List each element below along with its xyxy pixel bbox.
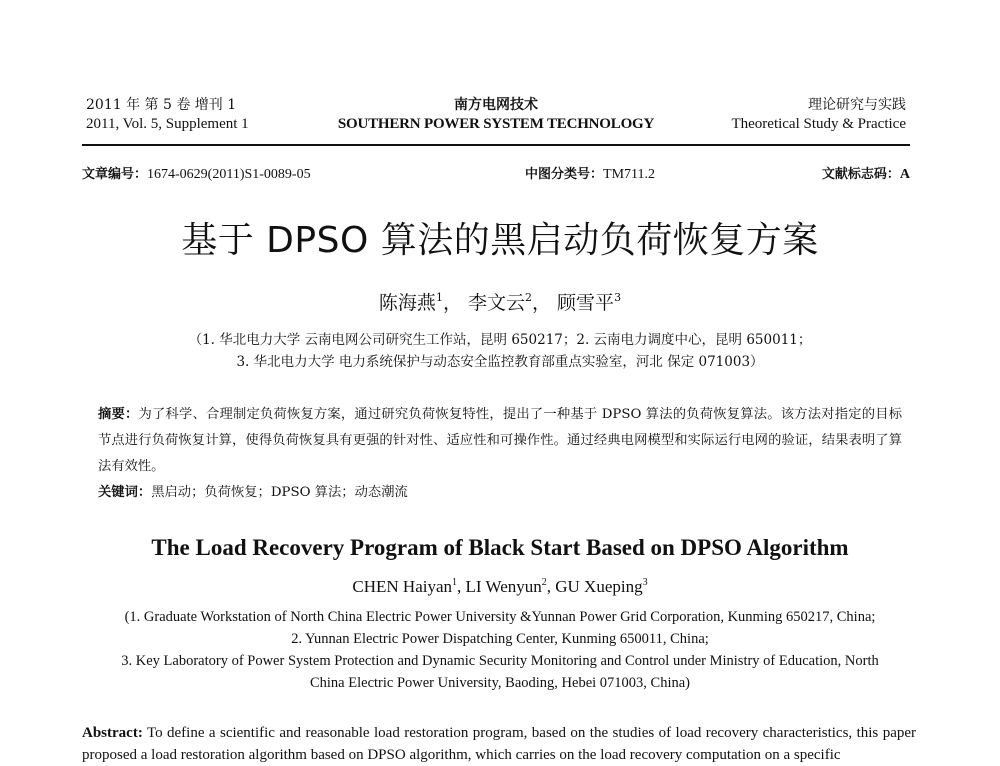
keywords-cn-label: 关键词： xyxy=(98,485,152,500)
paper-title-cn: 基于 DPSO 算法的黑启动负荷恢复方案 xyxy=(181,220,819,261)
author-cn: 顾雪平 xyxy=(557,292,615,314)
affiliation-en-line: (1. Graduate Workstation of North China Electric Power University &Yunnan Power Grid Corporation, Kunming 650217, China; xyxy=(124,609,876,625)
author-sup: 3 xyxy=(642,577,648,588)
classification-label: 中图分类号： xyxy=(525,167,604,182)
classification-value: TM711.2 xyxy=(603,167,655,182)
author-en: LI Wenyun xyxy=(465,577,542,596)
abstract-en-label: Abstract: xyxy=(82,725,143,741)
header-journal-cn: 南方电网技术 xyxy=(454,97,538,113)
author-sup: 2 xyxy=(541,577,547,588)
article-number-value: 1674-0629(2011)S1-0089-05 xyxy=(147,167,311,182)
document-code-value: A xyxy=(899,167,910,182)
journal-header xyxy=(86,94,906,138)
abstract-en-text: To define a scientific and reasonable load restoration program, based on the studies of load recovery characteristics, this paper proposed a load restoration algorithm based on DPSO algorithm, which carries on the load recovery computation on a specific xyxy=(82,725,916,763)
author-en: GU Xueping xyxy=(555,577,643,596)
author-sup: 3 xyxy=(614,291,622,304)
document-code xyxy=(822,163,910,183)
classification-number xyxy=(525,163,655,183)
author-sup: 1 xyxy=(452,577,458,588)
authors-en: CHEN Haiyan$^1$, LI Wenyun$^2$, GU Xueping$^3$ xyxy=(352,577,648,596)
header-section-cn: 理论研究与实践 xyxy=(808,97,906,113)
abstract-cn-block xyxy=(98,402,902,506)
header-rule xyxy=(82,144,910,146)
affiliation-en-line: 2. Yunnan Electric Power Dispatching Center, Kunming 650011, China; xyxy=(291,631,709,647)
header-row-en xyxy=(86,116,906,138)
abstract-cn-text: 为了科学、合理制定负荷恢复方案，通过研究负荷恢复特性，提出了一种基于 DPSO 算法的负荷恢复算法。该方法对指定的目标节点进行负荷恢复计算，使得负荷恢复具有更强的针对性、适应性和可操作性。通过经典电网模型和实际运行电网的验证，结果表明了算法有效性。 xyxy=(98,407,903,474)
keywords-cn xyxy=(98,480,902,506)
author-cn: 陈海燕 xyxy=(378,292,436,314)
abstract-cn xyxy=(98,402,902,480)
paper-title-en: The Load Recovery Program of Black Start Based on DPSO Algorithm xyxy=(151,535,849,560)
author-cn: 李文云 xyxy=(467,292,525,314)
abstract-cn-label: 摘要： xyxy=(98,407,139,422)
affiliation-en xyxy=(80,606,920,694)
header-volume-cn: 2011 年 第 5 卷 增刊 1 xyxy=(86,97,237,113)
article-number-label: 文章编号： xyxy=(82,167,148,182)
header-volume-en: 2011, Vol. 5, Supplement 1 xyxy=(86,116,249,132)
abstract-en xyxy=(82,722,916,766)
author-sup: 1 xyxy=(435,291,443,304)
article-meta xyxy=(82,163,910,183)
article-number xyxy=(82,163,311,183)
authors-cn: 陈海燕$^1$， 李文云$^2$， 顾雪平$^3$ xyxy=(378,291,622,314)
affiliation-cn-line: 3. 华北电力大学 电力系统保护与动态安全监控教育部重点实验室，河北 保定 071003） xyxy=(236,354,764,370)
affiliation-en-line: 3. Key Laboratory of Power System Protection and Dynamic Security Monitoring and Control under Ministry of Education, North xyxy=(121,653,879,669)
document-code-label: 文献标志码： xyxy=(821,167,900,182)
author-en: CHEN Haiyan xyxy=(352,577,453,596)
author-sup: 2 xyxy=(525,291,532,304)
affiliation-en-line: China Electric Power University, Baoding, Hebei 071003, China) xyxy=(309,675,690,691)
header-row-cn xyxy=(86,94,906,116)
header-journal-en: SOUTHERN POWER SYSTEM TECHNOLOGY xyxy=(337,116,655,132)
keywords-cn-text: 黑启动；负荷恢复；DPSO 算法；动态潮流 xyxy=(151,485,408,500)
affiliation-cn-line: （1. 华北电力大学 云南电网公司研究生工作站，昆明 650217；2. 云南电力调度中心，昆明 650011； xyxy=(188,332,812,348)
header-section-en: Theoretical Study & Practice xyxy=(731,116,906,132)
